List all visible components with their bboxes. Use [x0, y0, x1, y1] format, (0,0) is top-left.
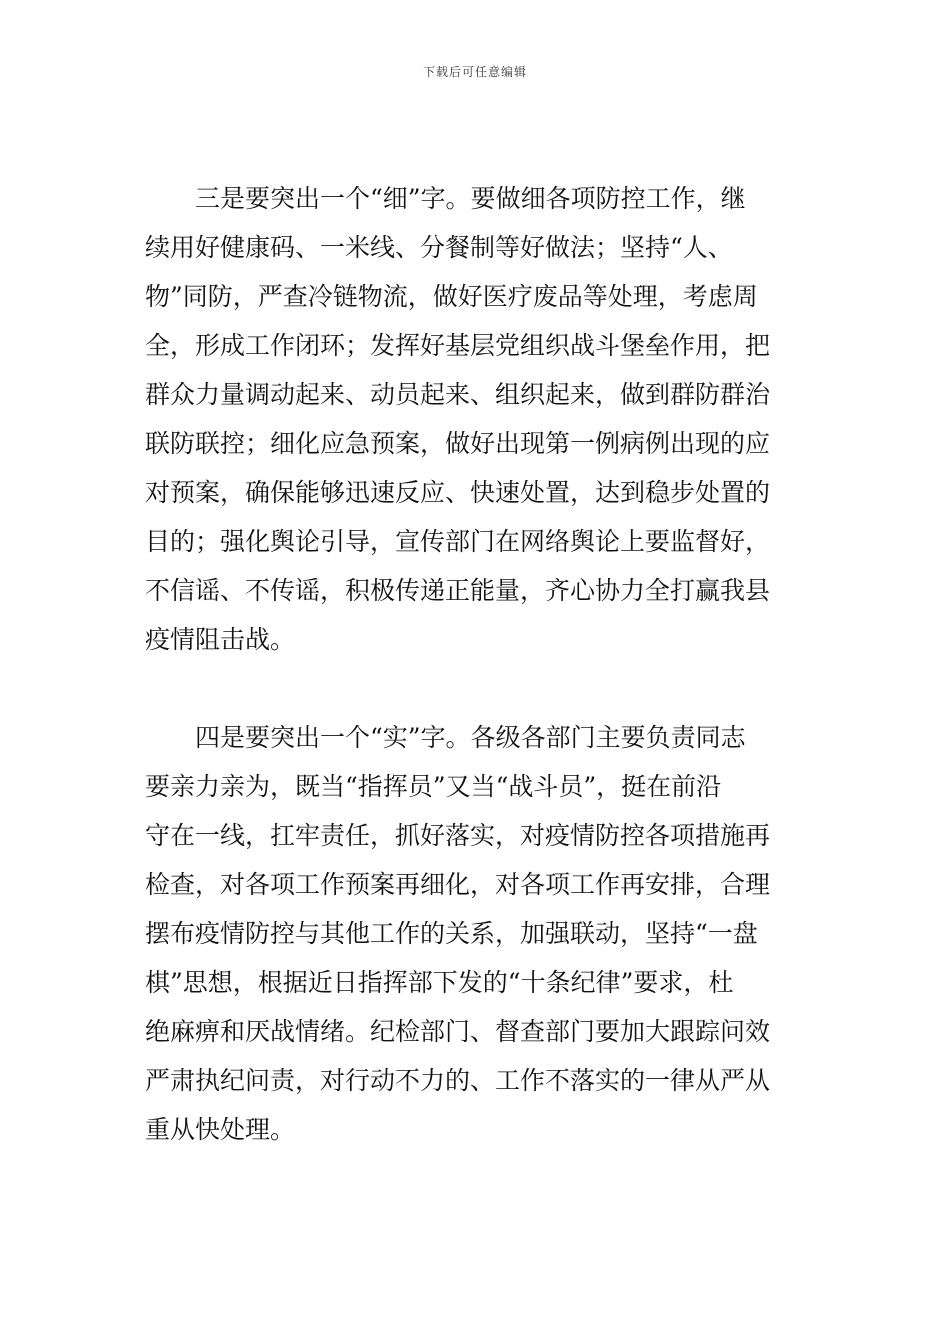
- paragraph-line: 不信谣、不传谣，积极传递正能量，齐心协力全打赢我县: [145, 576, 771, 605]
- paragraph-line: 守在一线，扛牢责任，抓好落实，对疫情防控各项措施再: [145, 821, 771, 850]
- paragraph-line: 疫情阻击战。: [145, 625, 296, 654]
- paragraph-line: 严肃执纪问责，对行动不力的、工作不落实的一律从严从: [145, 1066, 771, 1095]
- paragraph-line: 摆布疫情防控与其他工作的关系，加强联动，坚持“一盘: [145, 919, 758, 948]
- paragraph-line: 联防联控；细化应急预案，做好出现第一例病例出现的应: [145, 429, 771, 458]
- paragraph-line: 棋”思想，根据近日指挥部下发的“十条纪律”要求，杜: [145, 968, 734, 997]
- paragraph-line: 群众力量调动起来、动员起来、组织起来，做到群防群治: [145, 380, 771, 409]
- paragraph-line: 续用好健康码、一米线、分餐制等好做法；坚持“人、: [145, 233, 733, 262]
- paragraph-line: 绝麻痹和厌战情绪。纪检部门、督查部门要加大跟踪问效: [145, 1017, 771, 1046]
- paragraph-line: 要亲力亲为，既当“指挥员”又当“战斗员”，挺在前沿: [145, 772, 722, 801]
- paragraph-line: 重从快处理。: [145, 1115, 296, 1144]
- page-header: 下载后可任意编辑: [422, 65, 527, 79]
- paragraph-four: [145, 713, 807, 1154]
- paragraph-line: 全，形成工作闭环；发挥好基层党组织战斗堡垒作用，把: [145, 331, 771, 360]
- document-body: [145, 174, 807, 1154]
- paragraph-line: 三是要突出一个“细”字。要做细各项防控工作，继: [195, 184, 746, 213]
- paragraph-line: 目的；强化舆论引导，宣传部门在网络舆论上要监督好，: [145, 527, 771, 556]
- paragraph-line: 物”同防，严查冷链物流，做好医疗废品等处理，考虑周: [145, 282, 758, 311]
- paragraph-line: 四是要突出一个“实”字。各级各部门主要负责同志: [195, 723, 746, 752]
- paragraph-three: [145, 174, 807, 664]
- paragraph-spacer: [145, 664, 807, 713]
- paragraph-line: 对预案，确保能够迅速反应、快速处置，达到稳步处置的: [145, 478, 771, 507]
- paragraph-line: 检查，对各项工作预案再细化，对各项工作再安排，合理: [145, 870, 771, 899]
